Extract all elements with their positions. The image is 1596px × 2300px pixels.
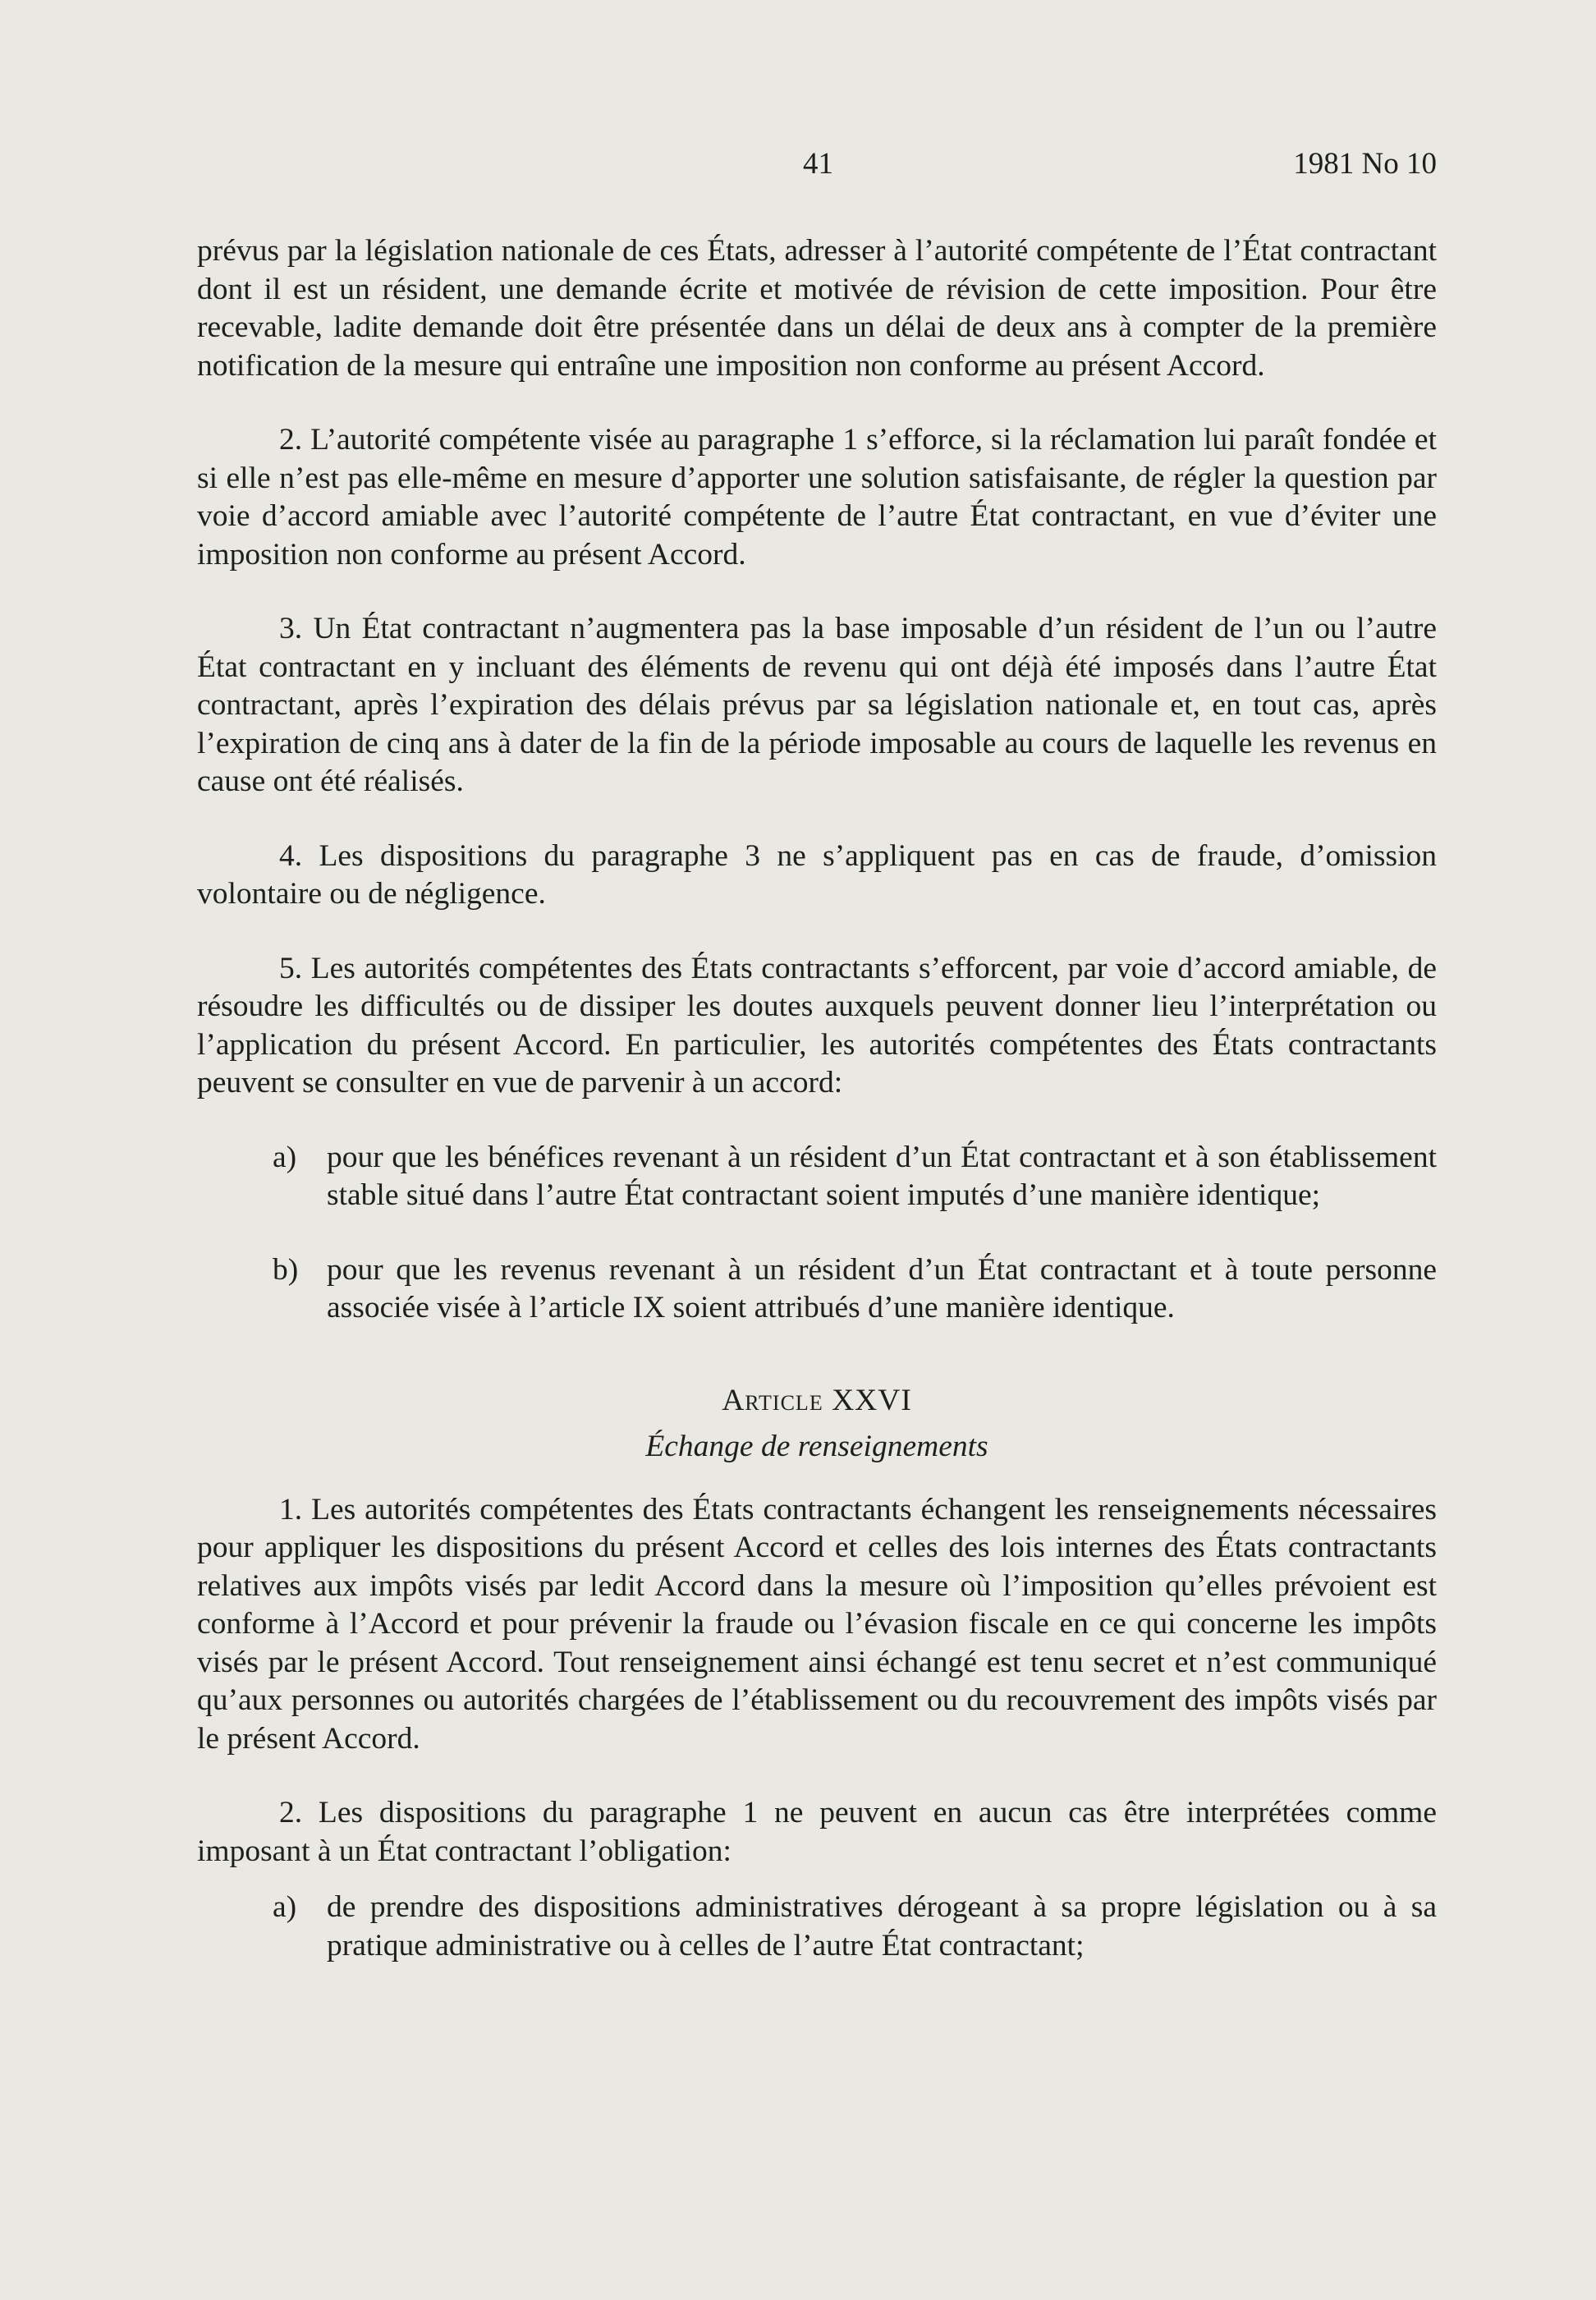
list-item <box>273 1251 1437 1328</box>
item-label: a) <box>273 1890 297 1924</box>
article-heading <box>197 1382 1437 1421</box>
paragraph-3: 3. Un État contractant n’augmentera pas la base imposable d’un résident de l’un ou l’autre État contractant en y incluant des éléments de revenu qui ont déjà été imposés dans l’autre État contractant, après l’expiration des délais prévus par sa législation nationale et, en tout cas, après l’expiration de cinq ans à dater de la fin de la période imposable au cours de laquelle les revenus en cause ont été réalisés. <box>197 612 1437 798</box>
paragraph-2: 2. L’autorité compétente visée au paragraphe 1 s’efforce, si la réclamation lui paraît fondée et si elle n’est pas elle-même en mesure d’apporter une solution satisfaisante, de régler la question par voie d’accord amiable avec l’autorité compétente de l’autre État contractant, en vue d’éviter une imposition non conforme au présent Accord. <box>197 423 1437 572</box>
item-text: pour que les bénéfices revenant à un résident d’un État contractant et à son établissement stable situé dans l’autre État contractant soient imputés d’une manière identique; <box>327 1140 1437 1212</box>
paragraph-4: 4. Les dispositions du paragraphe 3 ne s’appliquent pas en cas de fraude, d’omission volontaire ou de négligence. <box>197 838 1437 911</box>
item-text: pour que les revenus revenant à un résident d’un État contractant et à toute personne associée visée à l’article IX soient attribués d’une manière identique. <box>327 1252 1437 1324</box>
paragraph-5: 5. Les autorités compétentes des États contractants s’efforcent, par voie d’accord amiable, de résoudre les difficultés ou de dissiper les doutes auxquels peuvent donner lieu l’interprétation ou l’application du présent Accord. En particulier, les autorités compétentes des États contractants peuvent se consulter en vue de parvenir à un accord: <box>197 951 1437 1100</box>
item-label: a) <box>273 1140 297 1174</box>
body-text <box>197 232 1437 2001</box>
article-subtitle: Échange de renseignements <box>645 1430 988 1463</box>
article-number: XXVI <box>832 1383 912 1417</box>
list-item <box>273 1889 1437 1965</box>
paragraph-continuation: prévus par la législation nationale de ces États, adresser à l’autorité compétente de l’État contractant dont il est un résident, une demande écrite et motivée de révision de cette imposition. Pour être recevable, ladite demande doit être présentée dans un délai de deux ans à compter de la première notification de la mesure qui entraîne une imposition non conforme au présent Accord. <box>197 234 1437 383</box>
article-paragraph-1: 1. Les autorités compétentes des États contractants échangent les renseignements nécessaires pour appliquer les dispositions du présent Accord et celles des lois internes des États contractants relatives aux impôts visés par ledit Accord dans la mesure où l’imposition qu’elles prévoient est conforme à l’Accord et pour prévenir la fraude ou l’évasion fiscale en ce qui concerne les impôts visés par le présent Accord. Tout renseignement ainsi échangé est tenu secret et n’est communiqué qu’aux personnes ou autorités chargées de l’établissement ou du recouvrement des impôts visés par le présent Accord. <box>197 1492 1437 1756</box>
page-number: 41 <box>803 147 833 181</box>
item-label: b) <box>273 1252 299 1287</box>
item-text: de prendre des dispositions administratives dérogeant à sa propre législation ou à sa pratique administrative ou à celles de l’autre État contractant; <box>327 1890 1437 1963</box>
page-header <box>197 146 1437 195</box>
list-item <box>273 1139 1437 1215</box>
document-reference: 1981 No 10 <box>1293 147 1437 181</box>
article-word: Article <box>722 1383 823 1417</box>
article-paragraph-2: 2. Les dispositions du paragraphe 1 ne peuvent en aucun cas être interprétées comme imposant à un État contractant l’obligation: <box>197 1796 1437 1868</box>
